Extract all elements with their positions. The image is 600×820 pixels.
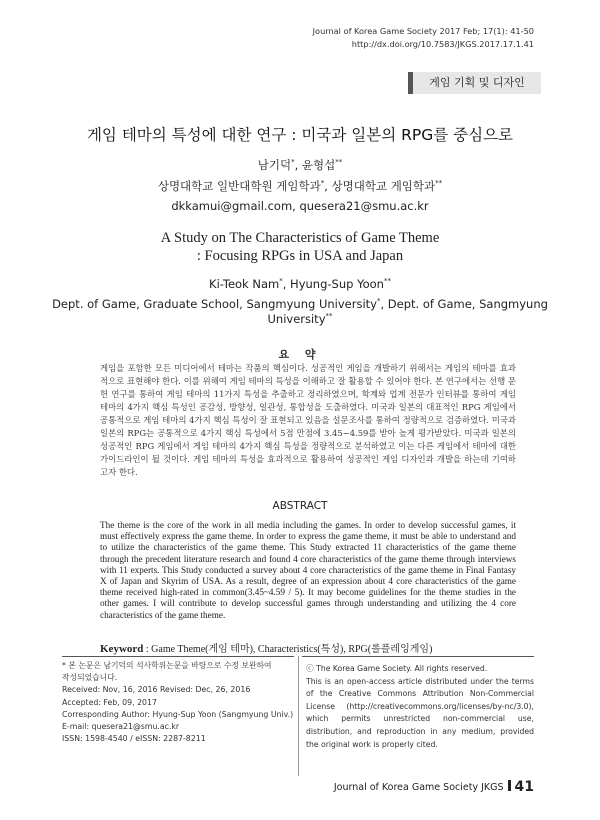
paper-title-english-line2: : Focusing RPGs in USA and Japan — [196, 248, 404, 264]
affiliation-en-mark2: ** — [325, 312, 333, 321]
section-label: 게임 기획 및 디자인 — [408, 72, 541, 94]
footer-separator-bar — [508, 780, 511, 791]
author-en-separator: , — [282, 277, 291, 291]
affiliation-1-mark: * — [320, 179, 325, 188]
keyword-line — [100, 640, 530, 655]
doi-link[interactable]: http://dx.doi.org/10.7583/JKGS.2017.17.1.41 — [351, 39, 534, 49]
author-en-1: Ki-Teok Nam — [209, 277, 280, 291]
author-2-mark: ** — [335, 158, 343, 167]
column-divider — [298, 656, 299, 776]
license-divider — [302, 656, 534, 657]
author-1: 남기덕 — [257, 158, 292, 172]
footnote-line: 작성되었습니다. — [62, 673, 118, 683]
affiliation-separator: , — [324, 179, 332, 193]
affiliation-en-line2-text: University — [267, 312, 326, 326]
corresponding-author: Corresponding Author: Hyung-Sup Yoon (Sangmyung Univ.) — [62, 709, 294, 719]
summary-body: 게임을 포함한 모든 미디어에서 테마는 작품의 핵심이다. 성공적인 게임을 개발하기 위해서는 게임의 테마를 효과적으로 표현해야 한다. 이를 위해여 게임 테마의 특성을 이해하고 잘 활용할 수 있어야 한다. 본 연구에서는 선행 문헌 연구를 통하여 게임 테마의 11가지 특성을 추출하고 정리하였으며, 학계와 업계 전문가 인터뷰를 통하여 게임 테마의 4가지 핵심 특성인 공감성, 방향성, 일관성, 통합성을 도출하였다. 미국과 일본의 대표적인 RPG 게임에서 공통적으로 게임 테마의 4가지 핵심 특성이 잘 표현되고 있음을 설문조사를 통하여 정량적으로 검증하였다. 미국과 일본의 RPG는 공통적으로 4가지 핵심 특성에서 5점 만점에 3.45~4.59를 받아 높게 평가받았다. 미국과 일본의 성공적인 RPG 게임에서 게임 테마의 4가지 핵심 특성을 정량적으로 분석하였고 이는 다른 게임에서 테마에 대한 가이드라인이 될 것이다. 게임 테마의 특성을 효과적으로 활용하여 성공적인 게임 디자인과 개발을 하는데 기여하고자 한다. — [100, 363, 516, 477]
author-en-2-mark: ** — [383, 277, 391, 286]
accepted-date: Accepted: Feb, 09, 2017 — [62, 697, 157, 707]
abstract-body: The theme is the core of the work in all media including the games. In order to develop successful games, it must effectively express the game theme. In order to express the game theme, it must be able to understand and to utilize the characteristics of the game theme. This Study extracted 11 characteristics of the game theme through the precedent literature research and found 4 core characteristics of the game theme through interviews with 11 experts. This Study conducted a survey about 4 core characteristics of the game theme in Final Fantasy X of Japan and Skyrim of USA. As a result, degree of an expression about 4 core characteristics of the game theme received high-rated in common(3.45~4.59 / 5). It may become guidelines for the theme studies in the other games. I will contribute to develop successful games through understanding and utilizing the 4 core characteristics of the game theme. — [100, 520, 516, 620]
author-en-1-mark: * — [279, 277, 283, 286]
page-number: 41 — [514, 779, 534, 795]
affiliation-en-mark1: * — [376, 297, 381, 306]
issn: ISSN: 1598-4540 / eISSN: 2287-8211 — [62, 734, 206, 744]
keyword-label: Keyword — [100, 643, 144, 655]
affiliation-1: 상명대학교 일반대학원 게임학과 — [157, 179, 321, 193]
affiliation-korean — [0, 178, 600, 194]
footer-journal: Journal of Korea Game Society JKGS — [333, 782, 504, 793]
summary-heading: 요 약 — [278, 348, 322, 361]
affiliation-en-part1: Dept. of Game, Graduate School, Sangmyung University — [52, 297, 377, 311]
footnote-line: * 본 논문은 남기덕의 석사학위논문을 바탕으로 수정 보완하여 — [62, 661, 272, 670]
affiliation-2-mark: ** — [435, 179, 443, 188]
author-emails: dkkamui@gmail.com, quesera21@smu.ac.kr — [171, 199, 429, 213]
journal-citation: Journal of Korea Game Society 2017 Feb; 17(1): 41-50 — [312, 26, 534, 36]
author-separator: , — [294, 158, 302, 172]
corresponding-email: E-mail: quesera21@smu.ac.kr — [62, 722, 180, 732]
affiliation-english-line2 — [0, 312, 600, 326]
author-1-mark: * — [291, 158, 295, 167]
received-revised-dates: Received: Nov, 16, 2016 Revised: Dec, 26, 2016 — [62, 685, 251, 695]
author-2: 윤형섭 — [301, 158, 336, 172]
copyright-line: ⓒ The Korea Game Society. All rights reserved. — [306, 664, 488, 673]
authors-korean — [0, 157, 600, 173]
keyword-text: : Game Theme(게임 테마), Characteristics(특성), RPG(롤플레잉게임) — [143, 644, 433, 655]
paper-title-korean: 게임 테마의 특성에 대한 연구 : 미국과 일본의 RPG를 중심으로 — [86, 126, 514, 144]
license-text: This is an open-access article distributed under the terms of the Creative Commons Attribution Non-Commercial License (http://creativecommons.org/licenses/by-nc/3.0), which permits unrestricted non-commercial use, distribution, and reproduction in any medium, provided the original work is properly cited. — [306, 676, 534, 749]
abstract-heading: ABSTRACT — [272, 500, 328, 512]
affiliation-english-line1 — [0, 297, 600, 311]
paper-title-english-line1: A Study on The Characteristics of Game Theme — [160, 230, 440, 246]
author-en-2: Hyung-Sup Yoon — [290, 277, 384, 291]
authors-english — [0, 277, 600, 291]
page-footer — [334, 779, 534, 795]
affiliation-en-part2: , Dept. of Game, Sangmyung — [380, 297, 548, 311]
affiliation-2: 상명대학교 게임학과 — [331, 179, 436, 193]
license-block — [306, 663, 534, 751]
footnote-block — [62, 660, 294, 745]
notes-divider — [62, 656, 294, 657]
